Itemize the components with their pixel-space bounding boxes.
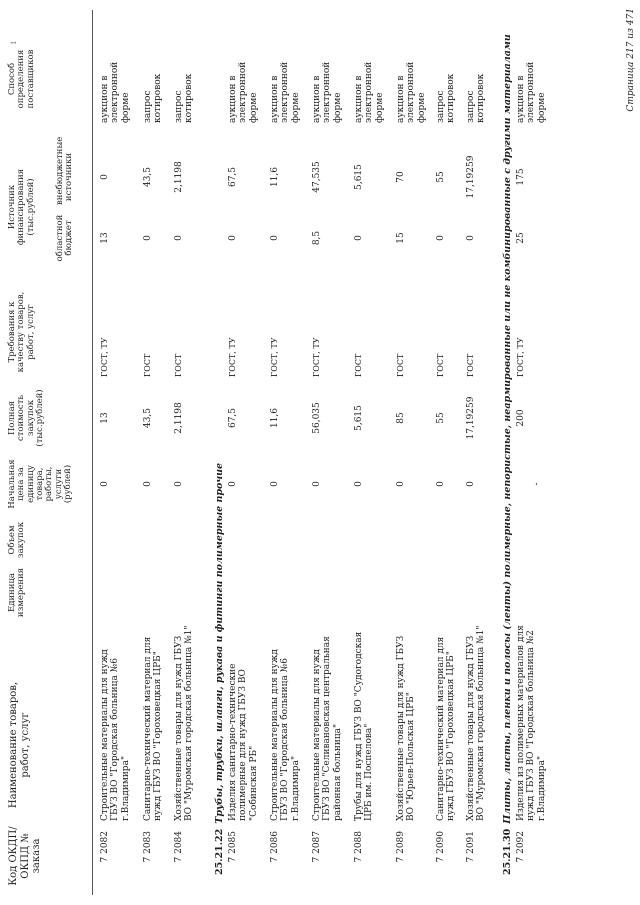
row-method: аукцион в электронной форме [396,61,427,123]
row-method: запрос котировок [143,73,164,123]
row-code: 7 2092 [516,831,526,863]
row-name: Строительные материалы для нужд ГБУЗ ВО "Городская больница №6 г.Владимира" [100,649,131,821]
row-name: Хозяйственные товары для нужд ГБУЗ ВО "Муромская городская больница №1" [174,625,195,821]
row-method: аукцион в электронной форме [228,61,259,123]
row-requirements: ГОСТ [143,353,152,377]
row-name: Изделия санитарно-технические полимерные для нужд ГБУЗ ВО "Собинская РБ" [228,663,259,821]
row-price: 0 [270,481,280,487]
row-method: аукцион в электронной форме [516,61,547,123]
row-cost: 17,19259 [466,396,476,440]
row-extra: 11,6 [270,166,280,188]
group-code: 25.21.30 [502,828,513,875]
header-rule [92,10,93,895]
row-method: запрос котировок [436,73,457,123]
row-cost: 56,035 [312,402,322,434]
row-method: аукцион в электронной форме [312,61,343,123]
row-requirements: ГОСТ, ТУ [312,337,321,377]
row-requirements: ГОСТ, ТУ [228,337,237,377]
row-price: 0 [312,481,322,487]
row-code: 7 2084 [174,831,184,863]
row-price: 0 [466,481,476,487]
group-code: 25.21.22 [214,828,225,875]
row-extra: 0 [100,174,110,180]
row-method: аукцион в электронной форме [270,61,301,123]
row-name: Санитарно-технический материал для нужд ГБУЗ ВО "Гороховецкая ЦРБ" [143,636,164,821]
header-funding-regional: областной бюджет [55,214,75,262]
row-price: 0 [228,481,238,487]
row-regional: 13 [100,232,110,244]
row-price: 0 [100,481,110,487]
row-name: Изделия из полимерных материалов для нужд ГБУЗ ВО "Городская больница №2 г.Владимира" [516,625,547,821]
row-name: Хозяйственные товары для нужд ГБУЗ ВО "Муромская городская больница №1" [466,625,487,821]
row-code: 7 2087 [312,831,322,863]
row-price: 0 [396,481,406,487]
row-requirements: ГОСТ, ТУ [270,337,279,377]
header-full-cost: Полная стоимость закупок (тыс.рублей) [7,389,46,447]
row-requirements: ГОСТ, ТУ [100,337,109,377]
row-name: Трубы для нужд ГБУЗ ВО "Судогодская ЦРБ им. Поспелова" [354,631,375,821]
row-name: Строительные материалы для нужд ГБУЗ ВО "Селивановская центральная районная больница" [312,636,343,821]
row-requirements: ГОСТ [396,353,405,377]
row-method: аукцион в электронной форме [100,61,131,123]
row-extra: 175 [516,168,526,186]
margin-mark: 1 [10,40,18,45]
header-start-price: Начальная цена за единицу товара, работы, услуги (рублей) [7,459,74,509]
row-extra: 43,5 [143,166,153,188]
group-title: Плиты, листы, пленки и полосы (ленты) полимерные, непористые, неармированные или не комбинированные с другими материалами [502,34,513,824]
row-requirements: ГОСТ [466,353,475,377]
row-price: 0 [143,481,153,487]
row-code: 7 2091 [466,831,476,863]
row-regional: 25 [516,232,526,244]
row-price: - [532,482,542,486]
row-cost: 2,1198 [174,402,184,434]
row-extra: 2,1198 [174,161,184,193]
row-method: запрос котировок [466,73,487,123]
row-code: 7 2090 [436,831,446,863]
row-regional: 0 [143,235,153,241]
row-code: 7 2082 [100,831,110,863]
header-funding-extra: внебюджетные источники [55,136,75,205]
header-method: Способ определения поставщиков [7,49,36,109]
row-cost: 67,5 [228,407,238,429]
group-heading [214,15,225,875]
row-requirements: ГОСТ [174,353,183,377]
header-funding: Источник финансирования (тыс.рублей) [7,168,36,246]
row-regional: 8,5 [312,230,322,246]
row-regional: 0 [228,235,238,241]
row-extra: 70 [396,171,406,183]
row-regional: 0 [354,235,364,241]
row-requirements: ГОСТ, ТУ [516,337,525,377]
header-code: Код ОКДП/ ОКПД № заказа [8,826,42,886]
row-name: Санитарно-технический материал для нужд ГБУЗ ВО "Гороховецкая ЦРБ" [436,636,457,821]
row-requirements: ГОСТ [436,353,445,377]
header-name: Наименование товаров, работ, услуг [8,681,31,809]
row-cost: 5,615 [354,405,364,431]
row-price: 0 [436,481,446,487]
row-method: аукцион в электронной форме [354,61,385,123]
row-cost: 11,6 [270,407,280,429]
row-code: 7 2083 [143,831,153,863]
row-regional: 0 [436,235,446,241]
row-cost: 200 [516,409,526,427]
row-regional: 0 [270,235,280,241]
row-code: 7 2088 [354,831,364,863]
row-cost: 43,5 [143,407,153,429]
header-volume: Объем закупок [7,521,27,559]
row-name: Хозяйственные товары для нужд ГБУЗ ВО "Юрьев-Польская ЦРБ" [396,635,417,821]
group-title: Трубы, трубки, шланги, рукава и фитинги полимерные прочие [214,462,225,824]
header-requirements: Требования к качеству товаров, работ, услуг [7,291,36,373]
row-regional: 15 [396,232,406,244]
row-regional: 0 [174,235,184,241]
row-code: 7 2086 [270,831,280,863]
row-extra: 55 [436,171,446,183]
row-regional: 0 [466,235,476,241]
row-price: 0 [354,481,364,487]
row-extra: 47,535 [312,161,322,193]
row-cost: 55 [436,412,446,424]
row-cost: 85 [396,412,406,424]
group-heading [502,15,513,875]
row-code: 7 2085 [228,831,238,863]
row-name: Строительные материалы для нужд ГБУЗ ВО "Городская больница №6 г.Владимира" [270,649,301,821]
row-extra: 5,615 [354,164,364,190]
row-cost: 13 [100,412,110,424]
row-price: 0 [174,481,184,487]
row-code: 7 2089 [396,831,406,863]
row-requirements: ГОСТ [354,353,363,377]
page-number: Страница 217 из 471 [626,8,636,112]
header-unit: Единица измерения [7,567,27,618]
row-extra: 67,5 [228,166,238,188]
row-method: запрос котировок [174,73,195,123]
row-extra: 17,19259 [466,155,476,199]
